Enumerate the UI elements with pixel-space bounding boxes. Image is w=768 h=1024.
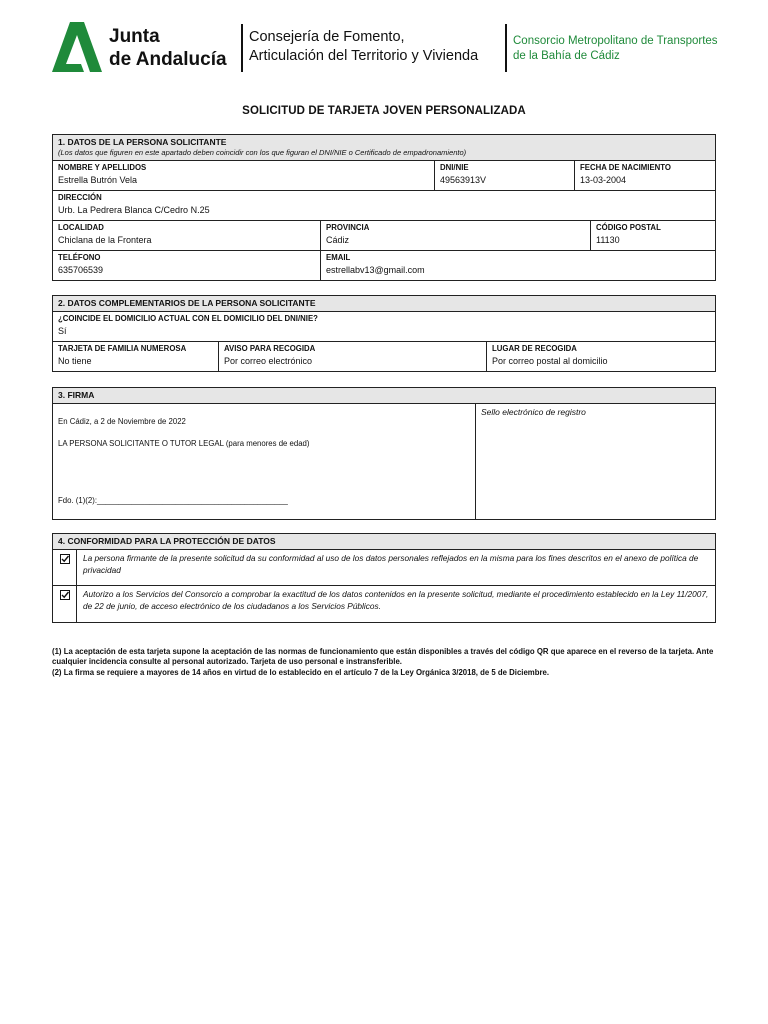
section-heading — [53, 388, 715, 404]
field-value[interactable]: No tiene — [58, 356, 92, 366]
field-value[interactable]: Sí — [58, 326, 67, 336]
junta-andalucia-logo — [52, 22, 102, 72]
field-familia-numerosa — [53, 342, 219, 371]
field-value[interactable]: Por correo electrónico — [224, 356, 313, 366]
section-heading — [53, 534, 715, 550]
field-email — [321, 251, 715, 280]
section-heading — [53, 296, 715, 312]
section-title: 4. CONFORMIDAD PARA LA PROTECCIÓN DE DATOS — [58, 536, 276, 546]
section-applicant-data — [52, 134, 716, 281]
field-label: FECHA DE NACIMIENTO — [580, 163, 671, 172]
field-label: EMAIL — [326, 253, 351, 262]
form-row — [53, 312, 715, 342]
field-codigo-postal — [591, 221, 715, 250]
field-value[interactable]: Estrella Butrón Vela — [58, 175, 138, 185]
section-signature — [52, 387, 716, 520]
section-heading — [53, 135, 715, 161]
consent-checkbox-verification[interactable] — [53, 586, 77, 622]
field-fecha-nacimiento — [575, 161, 715, 190]
consent-text-verification: Autorizo a los Servicios del Consorcio a comprobar la exactitud de los datos contenidos en la presente solicitud, mediante el procedimiento establecido en la Ley 11/2007, de 22 de junio, de acceso electrónico de los ciudadanos a los Servicios Públicos. — [83, 589, 709, 611]
field-label: TELÉFONO — [58, 253, 101, 262]
consent-item — [53, 586, 715, 622]
signature-date: En Cádiz, a 2 de Noviembre de 2022 — [58, 417, 186, 426]
field-direccion — [53, 191, 715, 220]
signature-row — [53, 404, 715, 519]
section-subtitle: (Los datos que figuren en este apartado deben coincidir con los que figuran el DNI/NIE o Certificado de empadronamiento) — [58, 148, 467, 157]
consent-checkbox-privacy[interactable] — [53, 550, 77, 585]
signature-area[interactable] — [53, 404, 476, 519]
field-label: LOCALIDAD — [58, 223, 104, 232]
footnote-1: (1) La aceptación de esta tarjeta supone la aceptación de las normas de funcionamiento que están disponibles a través del código QR que aparece en el reverso de la tarjeta. Ante cualquier incidencia consulte al personal autorizado. Tarjeta de uso personal e instransferible. — [52, 647, 714, 667]
footnote-2: (2) La firma se requiere a mayores de 14 años en virtud de lo establecido en el artículo 7 de la Ley Orgánica 3/2018, de 5 de Diciembre. — [52, 667, 550, 677]
field-aviso-recogida — [219, 342, 487, 371]
section-data-protection — [52, 533, 716, 623]
signature-line: Fdo. (1)(2):____________________________________________ — [58, 496, 288, 505]
form-row — [53, 342, 715, 371]
consortium-line-2: de la Bahía de Cádiz — [513, 50, 620, 62]
form-row — [53, 191, 715, 221]
form-row — [53, 251, 715, 280]
field-label: DNI/NIE — [440, 163, 469, 172]
department-line-2: Articulación del Territorio y Vivienda — [249, 48, 479, 64]
brand-name — [109, 25, 227, 71]
field-value[interactable]: 49563913V — [440, 175, 487, 185]
department-name — [249, 28, 478, 66]
department-line-1: Consejería de Fomento, — [249, 29, 405, 45]
form-row — [53, 161, 715, 191]
field-label: TARJETA DE FAMILIA NUMEROSA — [58, 344, 187, 353]
section-title: 1. DATOS DE LA PERSONA SOLICITANTE — [58, 137, 227, 147]
field-dni — [435, 161, 575, 190]
field-nombre — [53, 161, 435, 190]
field-label: ¿COINCIDE EL DOMICILIO ACTUAL CON EL DOMICILIO DEL DNI/NIE? — [58, 314, 318, 323]
footnotes — [52, 647, 716, 678]
field-label: NOMBRE Y APELLIDOS — [58, 163, 147, 172]
field-localidad — [53, 221, 321, 250]
field-provincia — [321, 221, 591, 250]
document-title: SOLICITUD DE TARJETA JOVEN PERSONALIZADA — [242, 105, 526, 117]
field-label: DIRECCIÓN — [58, 193, 102, 202]
field-label: LUGAR DE RECOGIDA — [492, 344, 577, 353]
field-value[interactable]: Chiclana de la Frontera — [58, 235, 152, 245]
section-title: 3. FIRMA — [58, 390, 95, 400]
document-header — [52, 22, 732, 74]
field-value[interactable]: Cádiz — [326, 235, 350, 245]
field-value[interactable]: Por correo postal al domicilio — [492, 356, 608, 366]
consortium-name — [513, 34, 718, 64]
consent-item — [53, 550, 715, 586]
field-label: AVISO PARA RECOGIDA — [224, 344, 316, 353]
checkbox-checked-icon — [60, 554, 70, 564]
field-value[interactable]: Urb. La Pedrera Blanca C/Cedro N.25 — [58, 205, 210, 215]
registry-stamp-area — [476, 404, 715, 519]
header-divider — [505, 24, 507, 72]
field-value[interactable]: 11130 — [596, 235, 620, 245]
brand-line-1: Junta — [109, 26, 160, 47]
field-value[interactable]: 635706539 — [58, 265, 104, 275]
section-complementary-data — [52, 295, 716, 372]
checkbox-checked-icon — [60, 590, 70, 600]
brand-line-2: de Andalucía — [109, 49, 227, 70]
field-value[interactable]: estrellabv13@gmail.com — [326, 265, 425, 275]
consent-text-privacy: La persona firmante de la presente solicitud da su conformidad al uso de los datos personales reflejados en la misma para los fines descritos en el anexo de política de privacidad — [83, 553, 699, 575]
field-label: CÓDIGO POSTAL — [596, 223, 661, 232]
signature-signer-label: LA PERSONA SOLICITANTE O TUTOR LEGAL (para menores de edad) — [58, 439, 310, 448]
field-lugar-recogida — [487, 342, 715, 371]
field-label: PROVINCIA — [326, 223, 370, 232]
header-divider — [241, 24, 243, 72]
registry-stamp-label: Sello electrónico de registro — [481, 407, 586, 417]
form-row — [53, 221, 715, 251]
field-value[interactable]: 13-03-2004 — [580, 175, 627, 185]
consortium-line-1: Consorcio Metropolitano de Transportes — [513, 35, 718, 47]
field-telefono — [53, 251, 321, 280]
section-title: 2. DATOS COMPLEMENTARIOS DE LA PERSONA SOLICITANTE — [58, 298, 316, 308]
field-coincide-domicilio — [53, 312, 715, 341]
